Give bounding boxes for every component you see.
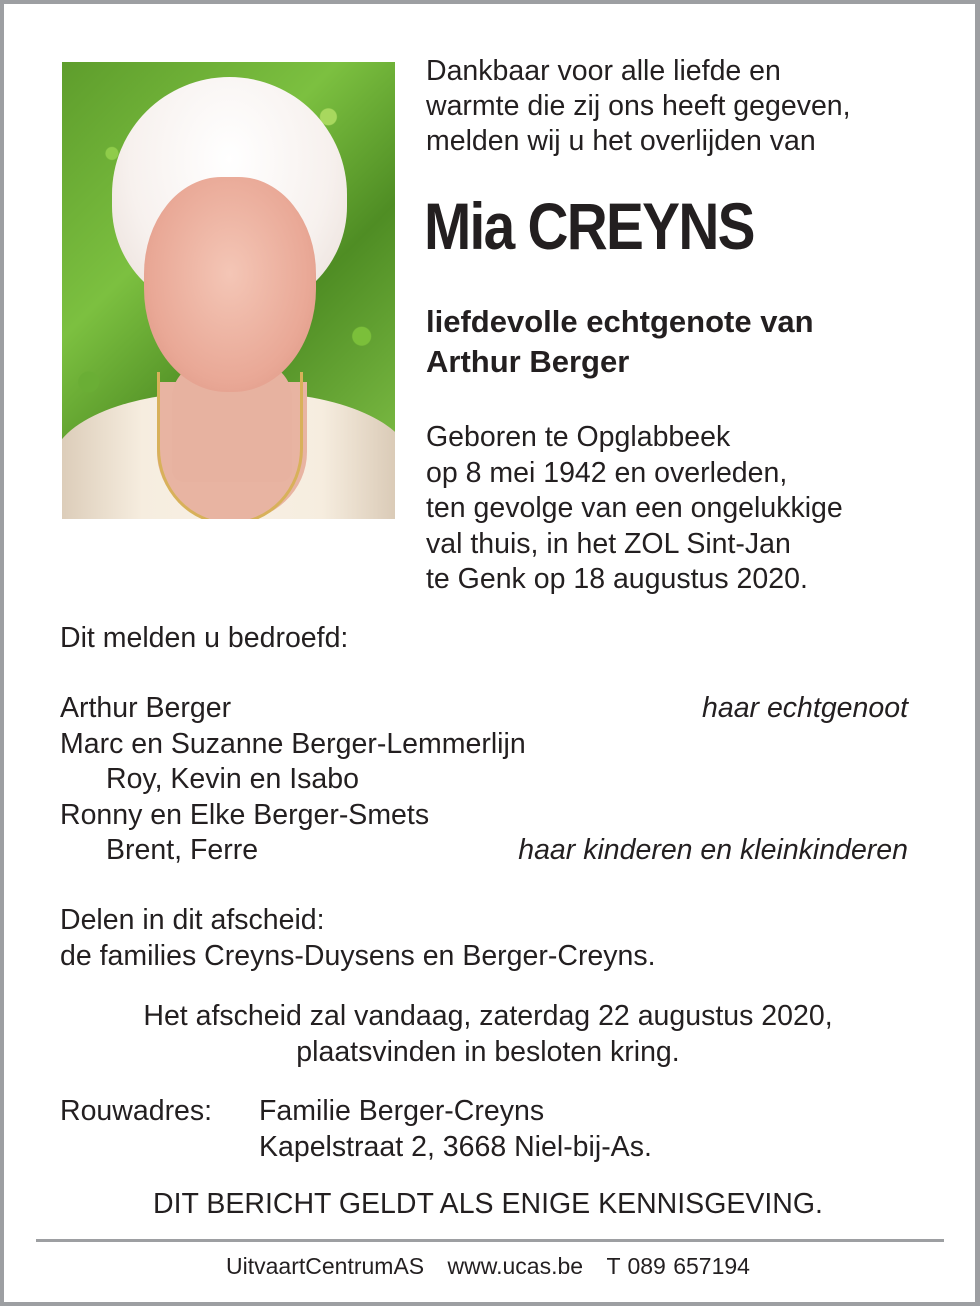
spouse-line: Arthur Berger bbox=[426, 344, 630, 379]
portrait-necklace bbox=[157, 372, 303, 519]
deceased-name: Mia CREYNS bbox=[424, 189, 754, 263]
footer-divider bbox=[36, 1239, 944, 1242]
intro-line: melden wij u het overlijden van bbox=[426, 125, 816, 157]
birth-line: op 8 mei 1942 en overleden, bbox=[426, 456, 788, 489]
birth-death-text bbox=[426, 420, 946, 598]
mourner-name: Marc en Suzanne Berger-Lemmerlijn bbox=[60, 727, 526, 760]
mourner-name: Roy, Kevin en Isabo bbox=[106, 763, 359, 795]
address-value bbox=[259, 1094, 652, 1165]
share-text bbox=[60, 903, 920, 974]
mourner-relation: haar kinderen en kleinkinderen bbox=[518, 834, 908, 866]
intro-line: Dankbaar voor alle liefde en bbox=[426, 55, 781, 87]
mourner-name: Arthur Berger bbox=[60, 692, 232, 724]
mourner-name: Ronny en Elke Berger-Smets bbox=[60, 798, 430, 831]
address-line: Familie Berger-Creyns bbox=[259, 1095, 545, 1127]
spouse-line: liefdevolle echtgenote van bbox=[426, 304, 814, 339]
mourners-list bbox=[60, 691, 908, 869]
ceremony-text bbox=[40, 999, 936, 1070]
portrait-photo bbox=[62, 62, 395, 519]
mourner-row bbox=[60, 833, 908, 869]
footer-company: UitvaartCentrumAS bbox=[226, 1253, 425, 1279]
mourner-row bbox=[60, 762, 908, 798]
mourner-row bbox=[60, 691, 908, 727]
mourner-row bbox=[60, 727, 908, 763]
portrait-face bbox=[144, 177, 316, 392]
address-label: Rouwadres: bbox=[60, 1095, 213, 1127]
footer bbox=[40, 1252, 936, 1280]
share-line: Delen in dit afscheid: bbox=[60, 904, 325, 936]
birth-line: Geboren te Opglabbeek bbox=[426, 421, 731, 453]
mourner-relation: haar echtgenoot bbox=[702, 692, 908, 724]
intro-line: warmte die zij ons heeft gegeven, bbox=[426, 90, 851, 122]
sole-notice: DIT BERICHT GELDT ALS ENIGE KENNISGEVING. bbox=[153, 1188, 823, 1220]
share-line: de families Creyns-Duysens en Berger-Creyns. bbox=[60, 939, 656, 972]
address-line: Kapelstraat 2, 3668 Niel-bij-As. bbox=[259, 1130, 652, 1163]
birth-line: val thuis, in het ZOL Sint-Jan bbox=[426, 527, 791, 560]
footer-phone: T 089 657194 bbox=[606, 1253, 750, 1279]
mourner-name: Brent, Ferre bbox=[106, 834, 259, 866]
birth-line: ten gevolge van een ongelukkige bbox=[426, 492, 843, 524]
ceremony-line: plaatsvinden in besloten kring. bbox=[296, 1035, 680, 1068]
mourner-row bbox=[60, 798, 908, 834]
mourners-heading: Dit melden u bedroefd: bbox=[60, 622, 349, 654]
footer-website[interactable]: www.ucas.be bbox=[447, 1253, 584, 1279]
birth-line: te Genk op 18 augustus 2020. bbox=[426, 563, 808, 595]
ceremony-line: Het afscheid zal vandaag, zaterdag 22 augustus 2020, bbox=[143, 1000, 833, 1032]
intro-text bbox=[426, 54, 946, 159]
spouse-text bbox=[426, 302, 946, 382]
